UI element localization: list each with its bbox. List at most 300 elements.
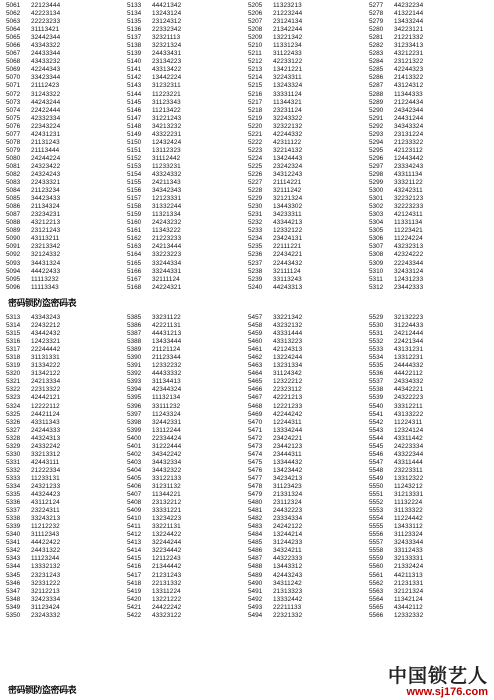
lock-code: 43442112 [394, 603, 423, 611]
code-row [369, 155, 493, 163]
code-row [248, 475, 372, 483]
lock-number: 5493 [248, 603, 263, 611]
lock-number: 5415 [127, 555, 142, 563]
code-row [248, 203, 372, 211]
code-row [127, 171, 251, 179]
lock-number: 5296 [369, 154, 384, 162]
code-row [369, 338, 493, 346]
code-row [127, 451, 251, 459]
code-row [6, 163, 130, 171]
lock-number: 5314 [6, 322, 21, 330]
lock-number: 5458 [248, 322, 263, 330]
lock-number: 5483 [248, 523, 263, 531]
lock-code: 34311242 [273, 579, 302, 587]
lock-number: 5549 [369, 474, 384, 482]
lock-number: 5346 [6, 579, 21, 587]
code-row [248, 260, 372, 268]
code-row [248, 612, 372, 620]
lock-code: 13221222 [152, 595, 182, 603]
lock-number: 5416 [127, 563, 142, 571]
lock-number: 5530 [369, 322, 384, 330]
lock-number: 5076 [6, 122, 21, 130]
lock-number: 5480 [248, 499, 263, 507]
lock-code: 13433112 [394, 523, 423, 531]
lock-number: 5146 [127, 106, 142, 114]
lock-code: 32321324 [152, 42, 182, 50]
lock-code: 11224442 [394, 515, 423, 523]
lock-code: 24421124 [31, 410, 60, 418]
code-row [127, 131, 251, 139]
lock-code: 24243232 [152, 219, 182, 227]
lock-code: 11223421 [394, 227, 423, 235]
code-row [369, 403, 493, 411]
lock-number: 5086 [6, 203, 21, 211]
code-row [248, 251, 372, 259]
code-row [127, 572, 251, 580]
lock-code: 32331222 [31, 579, 61, 587]
lock-code: 43133222 [394, 410, 424, 418]
lock-number: 5411 [127, 523, 141, 531]
lock-number: 5413 [127, 539, 142, 547]
code-row [6, 147, 130, 155]
lock-number: 5305 [369, 227, 384, 235]
code-row [369, 572, 493, 580]
code-row [248, 427, 372, 435]
code-row [6, 394, 130, 402]
lock-number: 5211 [248, 50, 262, 58]
code-row [248, 18, 372, 26]
code-row [369, 370, 493, 378]
code-row [127, 2, 251, 10]
lock-number: 5404 [127, 466, 142, 474]
lock-number: 5399 [127, 426, 142, 434]
lock-code: 24322223 [394, 394, 424, 402]
code-row [248, 99, 372, 107]
lock-number: 5529 [369, 314, 384, 321]
lock-number: 5152 [127, 154, 142, 162]
lock-number: 5340 [6, 531, 21, 539]
lock-code: 24433431 [152, 50, 182, 58]
lock-number: 5085 [6, 195, 21, 203]
lock-code: 21113444 [31, 146, 60, 154]
code-row [127, 284, 251, 292]
lock-number: 5290 [369, 106, 384, 114]
code-row [248, 419, 372, 427]
lock-number: 5548 [369, 466, 384, 474]
code-row [248, 411, 372, 419]
lock-number: 5167 [127, 275, 142, 283]
lock-number: 5301 [369, 195, 384, 203]
code-row [127, 123, 251, 131]
lock-number: 5481 [248, 507, 263, 515]
lock-code: 43212231 [394, 50, 424, 58]
lock-code: 43433232 [31, 58, 61, 66]
lock-code: 44324423 [31, 491, 61, 499]
lock-code: 44211313 [394, 571, 423, 579]
code-row [369, 227, 493, 235]
lock-number: 5298 [369, 170, 384, 178]
lock-number: 5234 [248, 235, 263, 243]
lock-number: 5215 [248, 82, 263, 90]
lock-number: 5328 [6, 434, 21, 442]
lock-number: 5153 [127, 162, 142, 170]
lock-number: 5288 [369, 90, 384, 98]
lock-number: 5465 [248, 378, 263, 386]
code-row [6, 483, 130, 491]
code-row [127, 596, 251, 604]
code-row [369, 107, 493, 115]
code-row [248, 378, 372, 386]
code-row [369, 42, 493, 50]
lock-number: 5145 [127, 98, 142, 106]
lock-number: 5075 [6, 114, 21, 122]
code-row [6, 2, 130, 10]
lock-number: 5289 [369, 98, 384, 106]
lock-number: 5417 [127, 571, 142, 579]
lock-code: 11213422 [152, 106, 181, 114]
lock-number: 5486 [248, 547, 263, 555]
code-row [127, 251, 251, 259]
code-row [369, 131, 493, 139]
lock-code: 13244214 [273, 531, 303, 539]
lock-code: 43311134 [394, 170, 423, 178]
lock-number: 5464 [248, 370, 263, 378]
code-row [127, 42, 251, 50]
code-row [369, 435, 493, 443]
code-row [127, 163, 251, 171]
code-row [248, 107, 372, 115]
code-row [248, 211, 372, 219]
lock-code: 33112433 [394, 547, 423, 555]
code-row [6, 50, 130, 58]
lock-number: 5311 [369, 275, 383, 283]
lock-number: 5342 [6, 547, 21, 555]
code-row [6, 139, 130, 147]
code-row [6, 171, 130, 179]
lock-code: 12332122 [273, 227, 303, 235]
lock-code: 32124332 [31, 251, 61, 259]
lock-code: 31112343 [31, 531, 60, 539]
lock-code: 23134223 [152, 58, 182, 66]
code-row [127, 58, 251, 66]
lock-number: 5079 [6, 146, 21, 154]
lock-number: 5475 [248, 458, 263, 466]
lock-number: 5338 [6, 515, 21, 523]
lock-code: 23213342 [31, 243, 61, 251]
code-row [369, 612, 493, 620]
lock-code: 44342221 [394, 386, 424, 394]
code-row [6, 227, 130, 235]
code-row [248, 338, 372, 346]
lock-code: 22422444 [31, 106, 61, 114]
lock-number: 5332 [6, 466, 21, 474]
code-row [248, 187, 372, 195]
lock-number: 5135 [127, 18, 142, 26]
lock-number: 5229 [248, 195, 263, 203]
lock-code: 42443243 [273, 571, 303, 579]
code-row [248, 491, 372, 499]
lock-code: 42244323 [394, 66, 424, 74]
lock-number: 5330 [6, 450, 21, 458]
lock-code: 44421342 [152, 2, 182, 9]
lock-code: 43323122 [152, 611, 182, 619]
lock-code: 11321334 [152, 211, 181, 219]
lock-number: 5484 [248, 531, 263, 539]
lock-code: 24223334 [394, 442, 424, 450]
lock-code: 42221131 [152, 322, 181, 330]
lock-number: 5385 [127, 314, 142, 321]
lock-code: 11331234 [273, 42, 302, 50]
lock-code: 44433332 [152, 370, 182, 378]
lock-code: 13221342 [273, 34, 303, 42]
lock-number: 5080 [6, 154, 21, 162]
lock-code: 31243322 [31, 90, 61, 98]
lock-number: 5095 [6, 275, 21, 283]
code-row [248, 26, 372, 34]
code-row [6, 131, 130, 139]
lock-number: 5565 [369, 603, 384, 611]
code-row [6, 115, 130, 123]
lock-code: 43322344 [394, 450, 424, 458]
lock-number: 5208 [248, 26, 263, 34]
lock-number: 5214 [248, 74, 263, 82]
lock-number: 5206 [248, 10, 263, 18]
code-row [369, 451, 493, 459]
lock-code: 11132134 [152, 394, 181, 402]
lock-code: 33321122 [394, 179, 423, 187]
lock-code: 23231243 [31, 571, 61, 579]
lock-number: 5074 [6, 106, 21, 114]
lock-number: 5477 [248, 474, 263, 482]
code-row [369, 604, 493, 612]
lock-number: 5489 [248, 571, 263, 579]
lock-code: 12222112 [31, 402, 60, 410]
code-row [369, 386, 493, 394]
lock-number: 5406 [127, 482, 142, 490]
lock-code: 31113421 [31, 26, 60, 34]
lock-code: 42233122 [273, 58, 303, 66]
code-row [369, 588, 493, 596]
code-row [127, 179, 251, 187]
code-row [127, 18, 251, 26]
code-row [369, 378, 493, 386]
code-row [248, 42, 372, 50]
lock-number: 5478 [248, 482, 263, 490]
lock-code: 23442333 [394, 283, 424, 291]
code-row [127, 346, 251, 354]
code-row [248, 604, 372, 612]
lock-code: 31122433 [273, 50, 302, 58]
lock-code: 42221213 [273, 394, 303, 402]
code-row [248, 443, 372, 451]
lock-code: 34213232 [152, 122, 182, 130]
code-row [248, 50, 372, 58]
lock-number: 5063 [6, 18, 21, 26]
code-row [6, 531, 130, 539]
lock-code: 44431213 [152, 330, 182, 338]
lock-number: 5239 [248, 275, 263, 283]
code-row [127, 547, 251, 555]
lock-number: 5392 [127, 370, 142, 378]
lock-number: 5386 [127, 322, 142, 330]
lock-code: 22443432 [273, 259, 303, 267]
code-row [248, 2, 372, 10]
lock-code: 11243324 [152, 410, 181, 418]
lock-code: 32433124 [394, 267, 424, 275]
code-row [127, 499, 251, 507]
lock-number: 5081 [6, 162, 21, 170]
lock-number: 5537 [369, 378, 384, 386]
code-row [369, 394, 493, 402]
lock-number: 5315 [6, 330, 21, 338]
lock-number: 5300 [369, 187, 384, 195]
lock-number: 5065 [6, 34, 21, 42]
lock-code: 42223134 [31, 10, 61, 18]
lock-code: 43343322 [31, 42, 61, 50]
code-row [6, 219, 130, 227]
lock-number: 5309 [369, 259, 384, 267]
lock-number: 5088 [6, 219, 21, 227]
lock-number: 5343 [6, 555, 21, 563]
lock-number: 5317 [6, 346, 21, 354]
code-row [127, 34, 251, 42]
code-row [127, 604, 251, 612]
lock-code: 23121322 [394, 58, 424, 66]
code-row [248, 58, 372, 66]
lock-code: 11223221 [152, 90, 181, 98]
lock-code: 42431231 [31, 130, 61, 138]
lock-code: 34223121 [394, 26, 424, 34]
code-row [6, 386, 130, 394]
lock-number: 5279 [369, 18, 384, 26]
lock-code: 21223244 [273, 10, 303, 18]
lock-number: 5082 [6, 170, 21, 178]
lock-number: 5155 [127, 179, 142, 187]
code-row [369, 195, 493, 203]
lock-code: 23231124 [273, 106, 302, 114]
lock-code: 33243213 [31, 515, 61, 523]
lock-number: 5277 [369, 2, 384, 9]
lock-code: 12332232 [152, 362, 182, 370]
lock-code: 13312231 [394, 354, 424, 362]
lock-code: 23223311 [394, 466, 423, 474]
lock-number: 5407 [127, 491, 142, 499]
lock-number: 5550 [369, 482, 384, 490]
code-row [369, 10, 493, 18]
lock-code: 24212444 [394, 330, 424, 338]
code-row [369, 163, 493, 171]
lock-code: 22332342 [152, 26, 182, 34]
code-row [127, 588, 251, 596]
lock-number: 5337 [6, 507, 21, 515]
lock-number: 5533 [369, 346, 384, 354]
lock-code: 22131332 [152, 579, 182, 587]
watermark-url: www.sj176.com [406, 686, 488, 698]
lock-number: 5297 [369, 162, 384, 170]
code-row [248, 243, 372, 251]
lock-number: 5418 [127, 579, 142, 587]
lock-code: 31133322 [394, 507, 423, 515]
lock-number: 5281 [369, 34, 384, 42]
lock-code: 32322132 [273, 122, 303, 130]
lock-number: 5150 [127, 138, 142, 146]
lock-code: 44243244 [31, 98, 61, 106]
lock-code: 24213334 [31, 378, 61, 386]
lock-number: 5390 [127, 354, 142, 362]
lock-number: 5490 [248, 579, 263, 587]
lock-number: 5221 [248, 130, 263, 138]
code-row [248, 314, 372, 322]
lock-number: 5236 [248, 251, 263, 259]
lock-code: 21222334 [31, 466, 61, 474]
code-row [369, 82, 493, 90]
lock-code: 32121324 [394, 587, 424, 595]
lock-number: 5212 [248, 58, 263, 66]
lock-code: 32321113 [152, 34, 181, 42]
lock-number: 5161 [127, 227, 142, 235]
lock-number: 5535 [369, 362, 384, 370]
lock-number: 5140 [127, 58, 142, 66]
code-row [369, 322, 493, 330]
lock-code: 22343224 [31, 122, 61, 130]
lock-number: 5394 [127, 386, 142, 394]
lock-code: 24433344 [31, 50, 61, 58]
lock-code: 32442331 [152, 418, 182, 426]
lock-code: 21413322 [394, 74, 424, 82]
lock-code: 42124313 [273, 346, 303, 354]
code-row [6, 427, 130, 435]
lock-code: 11243212 [394, 482, 423, 490]
lock-code: 11233131 [31, 474, 60, 482]
code-row [6, 467, 130, 475]
code-row [369, 523, 493, 531]
code-row [248, 139, 372, 147]
lock-code: 21131243 [31, 138, 60, 146]
table-footer-2: 密码锁防盗密码表 [8, 686, 77, 696]
lock-number: 5285 [369, 66, 384, 74]
code-row [369, 427, 493, 435]
lock-number: 5472 [248, 434, 263, 442]
lock-code: 21231243 [152, 571, 182, 579]
code-row [127, 483, 251, 491]
code-row [127, 580, 251, 588]
code-row [127, 147, 251, 155]
lock-number: 5220 [248, 122, 263, 130]
code-column [127, 2, 251, 292]
lock-number: 5543 [369, 426, 384, 434]
watermark-site-name: 中国锁艺人 [387, 665, 488, 687]
lock-code: 31131331 [31, 354, 60, 362]
lock-code: 11344221 [152, 491, 181, 499]
code-row [369, 499, 493, 507]
lock-number: 5073 [6, 98, 21, 106]
code-row [369, 123, 493, 131]
code-row [6, 419, 130, 427]
lock-number: 5278 [369, 10, 384, 18]
code-row [369, 596, 493, 604]
code-row [248, 91, 372, 99]
lock-number: 5536 [369, 370, 384, 378]
lock-number: 5400 [127, 434, 142, 442]
lock-number: 5168 [127, 283, 142, 291]
lock-number: 5295 [369, 146, 384, 154]
lock-number: 5539 [369, 394, 384, 402]
lock-number: 5327 [6, 426, 21, 434]
lock-code: 31123423 [273, 482, 302, 490]
lock-code: 24324243 [31, 170, 61, 178]
lock-code: 21223233 [152, 235, 182, 243]
code-row [6, 66, 130, 74]
